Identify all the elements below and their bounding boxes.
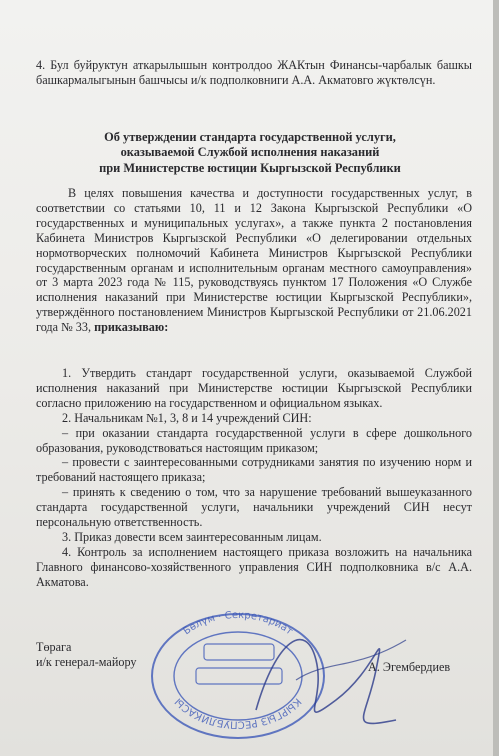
signature-block (36, 640, 137, 670)
signatory-org: Төрага (36, 640, 72, 654)
svg-text:КЫРГЫЗ РЕСПУБЛИКАСЫ: КЫРГЫЗ РЕСПУБЛИКАСЫ (173, 695, 303, 730)
title-line-1: Об утверждении стандарта государственной услуги, (104, 130, 396, 144)
signatory-rank: и/к генерал-майору (36, 655, 137, 669)
item-2: 2. Начальникам №1, 3, 8 и 14 учреждений СИН: (62, 410, 312, 425)
item-3: 3. Приказ довести всем заинтересованным лицам. (62, 529, 322, 544)
order-word: приказываю: (94, 320, 169, 335)
signature-scribble-icon (236, 600, 416, 740)
intro-text: В целях повышения качества и доступности государственных услуг, в соответствии со статьями 10, 11 и 12 Закона Кыргызской Республики «О государственных и муниципальных услугах», а также пункта 2 постановления Кабинета Министров Кыргызской Республики «О делегировании отдельных нормотворческих полномочий Кабинета Министров Кыргызской Республики государственным органам и исполнительным органам местного самоуправления» от 3 марта 2023 года № 115, руководствуясь пунктом 17 Положения «О Службе исполнения наказаний при Министерстве юстиции Кыргызской Республики», утверждённого постановлением Министров Кыргызской Республики от 21.06.2021 года № 33, (36, 186, 472, 335)
title-line-2: оказываемой Службой исполнения наказаний (120, 145, 380, 160)
title-line-3: при Министерстве юстиции Кыргызской Республики (99, 160, 401, 175)
page-edge (493, 0, 499, 756)
item-2-sub-2: – провести с заинтересованными сотрудниками занятия по изучению норм и требований настоящего приказа; (36, 455, 472, 485)
document-title (30, 130, 470, 176)
paragraph-kyrgyz: 4. Бул буйруктун аткарылышын контролдоо ЖАКтын Финансы-чарбалык башкы башкармалыгынын башчысы и/к подполковниги А.А. Акматовго жүктөлсүн. (36, 58, 472, 87)
item-4: 4. Контроль за исполнением настоящего приказа возложить на начальника Главного финансово-хозяйственного управления СИН подполковника в/с А.А. Акматова. (36, 544, 472, 589)
item-1: 1. Утвердить стандарт государственной услуги, оказываемой Службой исполнения наказаний при Министерстве юстиции Кыргызской Республики согласно приложению на государственном и официальном языках. (36, 366, 472, 410)
item-2-sub-1: – при оказании стандарта государственной услуги в сфере дошкольного образования, руководствоваться настоящим приказом; (36, 425, 472, 455)
item-2-sub-3: – принять к сведению о том, что за нарушение требований вышеуказанного стандарта государственной услуги, начальники учреждений СИН несут персональную ответственность. (36, 485, 472, 530)
intro-paragraph (36, 186, 472, 335)
svg-text:Бөлүм · Секретариат: Бөлүм · Секретариат (181, 609, 295, 638)
order-items (36, 366, 472, 590)
signatory-name: А. Эгембердиев (368, 660, 451, 674)
